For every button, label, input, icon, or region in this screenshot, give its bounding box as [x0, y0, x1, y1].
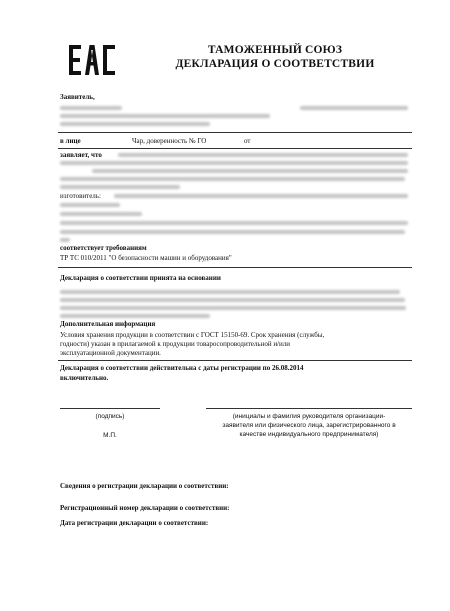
union-title: ТАМОЖЕННЫЙ СОЮЗ	[207, 44, 343, 56]
product-redacted	[60, 177, 405, 181]
requirements-text: ТР ТС 010/2011 "О безопасности машин и оборудования"	[60, 254, 232, 262]
applicant-redacted	[60, 114, 270, 118]
validity-line-2: включительно.	[60, 374, 109, 382]
manufacturer-redacted	[60, 221, 408, 225]
divider	[58, 132, 412, 133]
applicant-redacted	[300, 106, 408, 110]
additional-line-2: годности) указан в прилагаемой к продукции товаросопроводительной и/или	[60, 340, 290, 348]
stamp-caption: М.П.	[103, 432, 117, 439]
applicant-redacted	[60, 122, 210, 126]
product-redacted	[92, 169, 408, 173]
divider	[58, 267, 412, 268]
divider	[58, 148, 412, 149]
declares-label: заявляет, что	[60, 151, 102, 159]
additional-line-3: эксплуатационной документации.	[60, 349, 161, 357]
basis-redacted	[60, 314, 210, 318]
registration-number-label: Регистрационный номер декларации о соответствии:	[60, 504, 230, 512]
signature-line	[60, 408, 160, 409]
applicant-redacted	[60, 106, 122, 110]
additional-line-1: Условия хранения продукции в соответствии с ГОСТ 15150-69. Срок хранения (службы,	[60, 331, 325, 339]
additional-heading: Дополнительная информация	[60, 320, 156, 328]
representative-prefix: в лице	[60, 137, 81, 145]
basis-redacted	[60, 290, 400, 294]
manufacturer-redacted	[60, 212, 142, 216]
representative-text: Чар, доверенность № ГО	[132, 137, 207, 145]
divider	[58, 360, 412, 361]
eac-mark-icon	[68, 44, 116, 76]
initials-caption-3: качестве индивидуального предпринимателя)	[239, 431, 379, 438]
basis-redacted	[60, 306, 406, 310]
initials-line	[206, 408, 412, 409]
registration-info: Сведения о регистрации декларации о соответствии:	[60, 482, 229, 490]
declaration-title: ДЕКЛАРАЦИЯ О СООТВЕТСТВИИ	[175, 58, 375, 70]
product-redacted	[60, 161, 408, 165]
signature-caption: (подпись)	[95, 413, 125, 420]
manufacturer-label: изготовитель:	[60, 192, 101, 200]
basis-heading: Декларация о соответствии принята на основании	[60, 274, 221, 282]
requirements-heading: соответствует требованиям	[60, 244, 147, 252]
product-redacted	[60, 185, 180, 189]
manufacturer-redacted	[60, 238, 70, 242]
initials-caption-2: заявителя или физического лица, зарегистрированного в	[222, 422, 396, 429]
basis-redacted	[60, 298, 405, 302]
initials-caption-1: (инициалы и фамилия руководителя организации-	[232, 413, 386, 420]
manufacturer-redacted	[60, 230, 405, 234]
manufacturer-redacted	[60, 203, 120, 207]
product-redacted	[118, 153, 408, 157]
validity-line-1: Декларация о соответствии действительна с даты регистрации по 26.08.2014	[60, 364, 304, 372]
registration-date-label: Дата регистрации декларации о соответствии:	[60, 519, 209, 527]
manufacturer-redacted	[114, 194, 408, 198]
applicant-label: Заявитель,	[60, 93, 95, 101]
representative-date-label: от	[244, 137, 251, 145]
